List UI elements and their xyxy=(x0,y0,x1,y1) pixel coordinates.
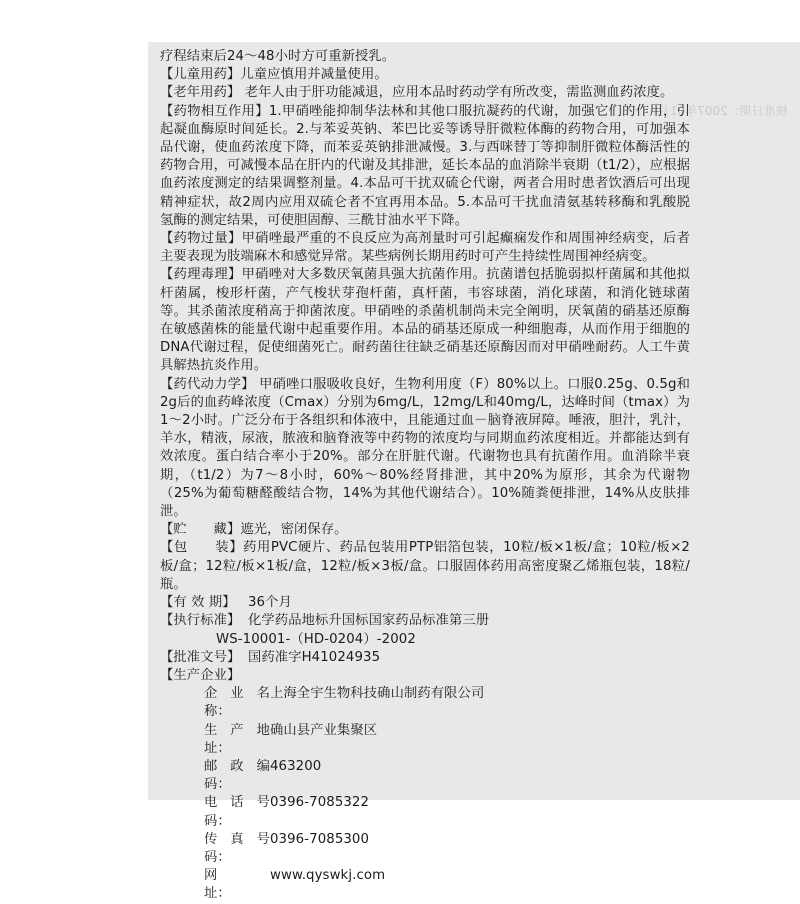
mfr-phone-label: 电话号码： xyxy=(204,795,270,829)
manufacturer-block xyxy=(160,685,690,903)
mfr-address-row xyxy=(204,722,690,758)
bleed-through-text: 核准日期：2007年01月 xyxy=(658,104,788,118)
section-approval xyxy=(160,649,690,667)
approval-value: 国药准字H41024935 xyxy=(248,649,381,665)
standard-label: 【执行标准】 xyxy=(160,613,241,629)
section-pediatric: 【儿童用药】儿童应慎用并减量使用。 xyxy=(160,67,388,83)
lactation-note: 疗程结束后24～48小时方可重新授乳。 xyxy=(160,49,396,64)
mfr-website-value: www.qyswkj.com xyxy=(270,868,386,884)
validity-value: 36个月 xyxy=(248,595,292,611)
section-pharmacokinetics: 【药代动力学】 甲硝唑口服吸收良好，生物利用度（F）80%以上。口服0.25g、0.5g和2g后的血药峰浓度（Cmax）分别为6mg/L，12mg/L和40mg/L，达峰时间（tmax）为1～2小时。广泛分布于各组织和体液中，且能通过血－脑脊液屏障。唾液，胆汁，乳汁，羊水，精液，尿液，脓液和脑脊液等中药物的浓度均与同期血药浓度相近。并都能达到有效浓度。蛋白结合率小于20%。部分在肝脏代谢。代谢物也具有抗菌作用。血消除半衰期，（t1/2）为7～8小时，60%～80%经肾排泄，其中20%为原形，其余为代谢物（25%为葡萄糖醛酸结合物，14%为其他代谢结合）。10%随粪便排泄，14%从皮肤排泄。 xyxy=(160,376,690,520)
mfr-name-value: 上海全宇生物科技确山制药有限公司 xyxy=(270,686,485,702)
standard-code: WS-10001-（HD-0204）-2002 xyxy=(216,631,416,647)
validity-label: 【有 效 期】 xyxy=(160,595,236,611)
mfr-name-label: 企业名称： xyxy=(204,686,270,720)
mfr-website-row xyxy=(204,867,690,903)
mfr-website-label: 网 址： xyxy=(204,868,245,902)
standard-value: 化学药品地标升国标国家药品标准第三册 xyxy=(248,613,490,629)
mfr-name-row xyxy=(204,685,690,721)
section-standard xyxy=(160,612,690,630)
mfr-phone-value: 0396-7085322 xyxy=(270,795,370,811)
mfr-fax-label: 传真号码： xyxy=(204,831,270,865)
section-overdose: 【药物过量】甲硝唑最严重的不良反应为高剂量时可引起癫痫发作和周围神经病变，后者主要表现为肢端麻木和感觉异常。某些病例长期用药时可产生持续性周围神经病变。 xyxy=(160,231,690,265)
mfr-zip-row xyxy=(204,758,690,794)
mfr-address-label: 生产地址： xyxy=(204,722,270,756)
section-storage: 【贮 藏】遮光，密闭保存。 xyxy=(160,522,348,538)
mfr-fax-row xyxy=(204,831,690,867)
mfr-fax-value: 0396-7085300 xyxy=(270,831,370,847)
section-toxicology: 【药理毒理】甲硝唑对大多数厌氧菌具强大抗菌作用。抗菌谱包括脆弱拟杆菌属和其他拟杆菌属，梭形杆菌，产气梭状芽孢杆菌，真杆菌，韦容球菌，消化球菌，和消化链球菌等。其杀菌浓度稍高于抑菌浓度。甲硝唑的杀菌机制尚未完全阐明，厌氧菌的硝基还原酶在敏感菌株的能量代谢中起重要作用。本品的硝基还原成一种细胞毒，从而作用于细胞的DNA代谢过程，促使细菌死亡。耐药菌往往缺乏硝基还原酶因而对甲硝唑耐药。人工牛黄具解热抗炎作用。 xyxy=(160,267,690,374)
section-elderly: 【老年用药】 老年人由于肝功能减退，应用本品时药动学有所改变，需监测血药浓度。 xyxy=(160,85,674,101)
leaflet-text xyxy=(160,48,690,904)
mfr-zip-value: 463200 xyxy=(270,758,322,774)
approval-label: 【批准文号】 xyxy=(160,649,241,665)
section-package: 【包 装】药用PVC硬片、药品包装用PTP铝箔包装，10粒/板×1板/盒；10粒/板×2板/盒；12粒/板×1板/盒，12粒/板×3板/盒。口服固体药用高密度聚乙烯瓶包装，18粒/瓶。 xyxy=(160,540,690,592)
section-validity xyxy=(160,594,690,612)
manufacturer-label: 【生产企业】 xyxy=(160,667,241,683)
mfr-zip-label: 邮政编码： xyxy=(204,758,270,793)
section-interaction: 【药物相互作用】1.甲硝唑能抑制华法林和其他口服抗凝药的代谢，加强它们的作用，引起凝血酶原时间延长。2.与苯妥英钠、苯巴比妥等诱导肝微粒体酶的药物合用，可加强本品代谢，使血药浓度下降，而苯妥英钠排泄减慢。3.与西咪替丁等抑制肝微粒体酶活性的药物合用，可减慢本品在肝内的代谢及其排泄，延长本品的血消除半衰期（t1/2），应根据血药浓度测定的结果调整剂量。4.本品可干扰双硫仑代谢，两者合用时患者饮酒后可出现精神症状，故2周内应用双硫仑者不宜再用本品。5.本品可干扰血清氨基转移酶和乳酸脱氢酶的测定结果，可使胆固醇、三酰甘油水平下降。 xyxy=(160,103,690,228)
mfr-address-value: 确山县产业集聚区 xyxy=(270,722,378,738)
